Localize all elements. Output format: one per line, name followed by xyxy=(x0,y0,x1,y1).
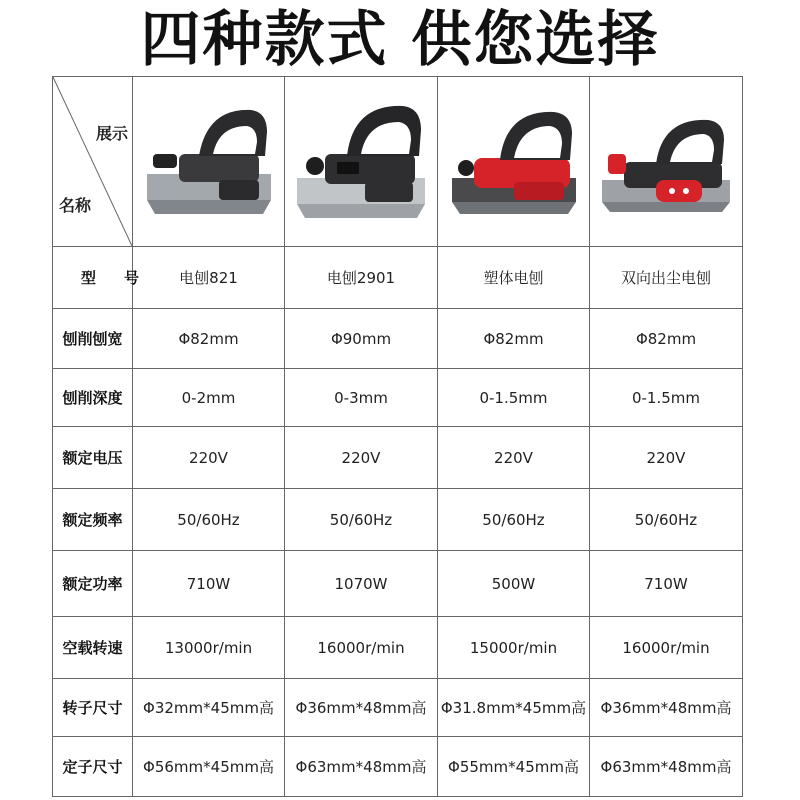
table-cell: 0-2mm xyxy=(133,369,285,427)
table-cell: 0-1.5mm xyxy=(438,369,590,427)
row-label: 额定电压 xyxy=(53,427,133,489)
table-cell: 电刨821 xyxy=(133,247,285,309)
table-row xyxy=(53,737,743,797)
table-cell: 220V xyxy=(438,427,590,489)
table-cell: 塑体电刨 xyxy=(438,247,590,309)
table-row xyxy=(53,369,743,427)
table-cell: 电刨2901 xyxy=(285,247,438,309)
product-image-2901 xyxy=(285,77,438,247)
row-label: 定子尺寸 xyxy=(53,737,133,797)
electric-planer-icon xyxy=(139,82,279,242)
show-label: 展示 xyxy=(95,124,128,143)
product-image-plastic xyxy=(438,77,590,247)
table-row xyxy=(53,247,743,309)
table-cell: 1070W xyxy=(285,551,438,617)
product-image-821 xyxy=(133,77,285,247)
table-row xyxy=(53,617,743,679)
table-cell: Φ63mm*48mm高 xyxy=(590,737,743,797)
table-cell: 0-1.5mm xyxy=(590,369,743,427)
header-corner-cell xyxy=(53,77,133,247)
row-label: 刨削深度 xyxy=(53,369,133,427)
electric-planer-icon xyxy=(291,82,431,242)
table-cell: Φ56mm*45mm高 xyxy=(133,737,285,797)
table-row xyxy=(53,489,743,551)
row-label: 空载转速 xyxy=(53,617,133,679)
image-row xyxy=(53,77,743,247)
table-cell: 50/60Hz xyxy=(438,489,590,551)
diagonal-line xyxy=(53,77,132,246)
table-cell: 50/60Hz xyxy=(590,489,743,551)
table-cell: Φ32mm*45mm高 xyxy=(133,679,285,737)
table-cell: Φ82mm xyxy=(438,309,590,369)
table-cell: Φ90mm xyxy=(285,309,438,369)
table-cell: 13000r/min xyxy=(133,617,285,679)
table-cell: 220V xyxy=(285,427,438,489)
row-label: 额定频率 xyxy=(53,489,133,551)
table-cell: 710W xyxy=(133,551,285,617)
table-cell: Φ36mm*48mm高 xyxy=(285,679,438,737)
row-label-model: 型号 xyxy=(53,247,133,309)
table-cell: Φ55mm*45mm高 xyxy=(438,737,590,797)
table-cell: 500W xyxy=(438,551,590,617)
table-cell: Φ82mm xyxy=(590,309,743,369)
product-image-dual-dust xyxy=(590,77,743,247)
table-cell: 16000r/min xyxy=(590,617,743,679)
table-row xyxy=(53,551,743,617)
table-row xyxy=(53,679,743,737)
table-cell: Φ63mm*48mm高 xyxy=(285,737,438,797)
table-cell: 220V xyxy=(590,427,743,489)
page-title: 四种款式 供您选择 xyxy=(140,5,660,75)
table-cell: 双向出尘电刨 xyxy=(590,247,743,309)
name-label: 名称 xyxy=(59,196,92,215)
table-row xyxy=(53,309,743,369)
table-cell: 710W xyxy=(590,551,743,617)
table-cell: Φ36mm*48mm高 xyxy=(590,679,743,737)
row-label: 刨削刨宽 xyxy=(53,309,133,369)
row-label: 额定功率 xyxy=(53,551,133,617)
table-cell: Φ31.8mm*45mm高 xyxy=(438,679,590,737)
row-label: 转子尺寸 xyxy=(53,679,133,737)
table-cell: Φ82mm xyxy=(133,309,285,369)
table-cell: 16000r/min xyxy=(285,617,438,679)
table-row xyxy=(53,427,743,489)
electric-planer-icon xyxy=(596,82,736,242)
table-cell: 50/60Hz xyxy=(285,489,438,551)
spec-table xyxy=(52,76,743,797)
electric-planer-icon xyxy=(444,82,584,242)
table-cell: 220V xyxy=(133,427,285,489)
table-cell: 15000r/min xyxy=(438,617,590,679)
table-cell: 0-3mm xyxy=(285,369,438,427)
table-cell: 50/60Hz xyxy=(133,489,285,551)
